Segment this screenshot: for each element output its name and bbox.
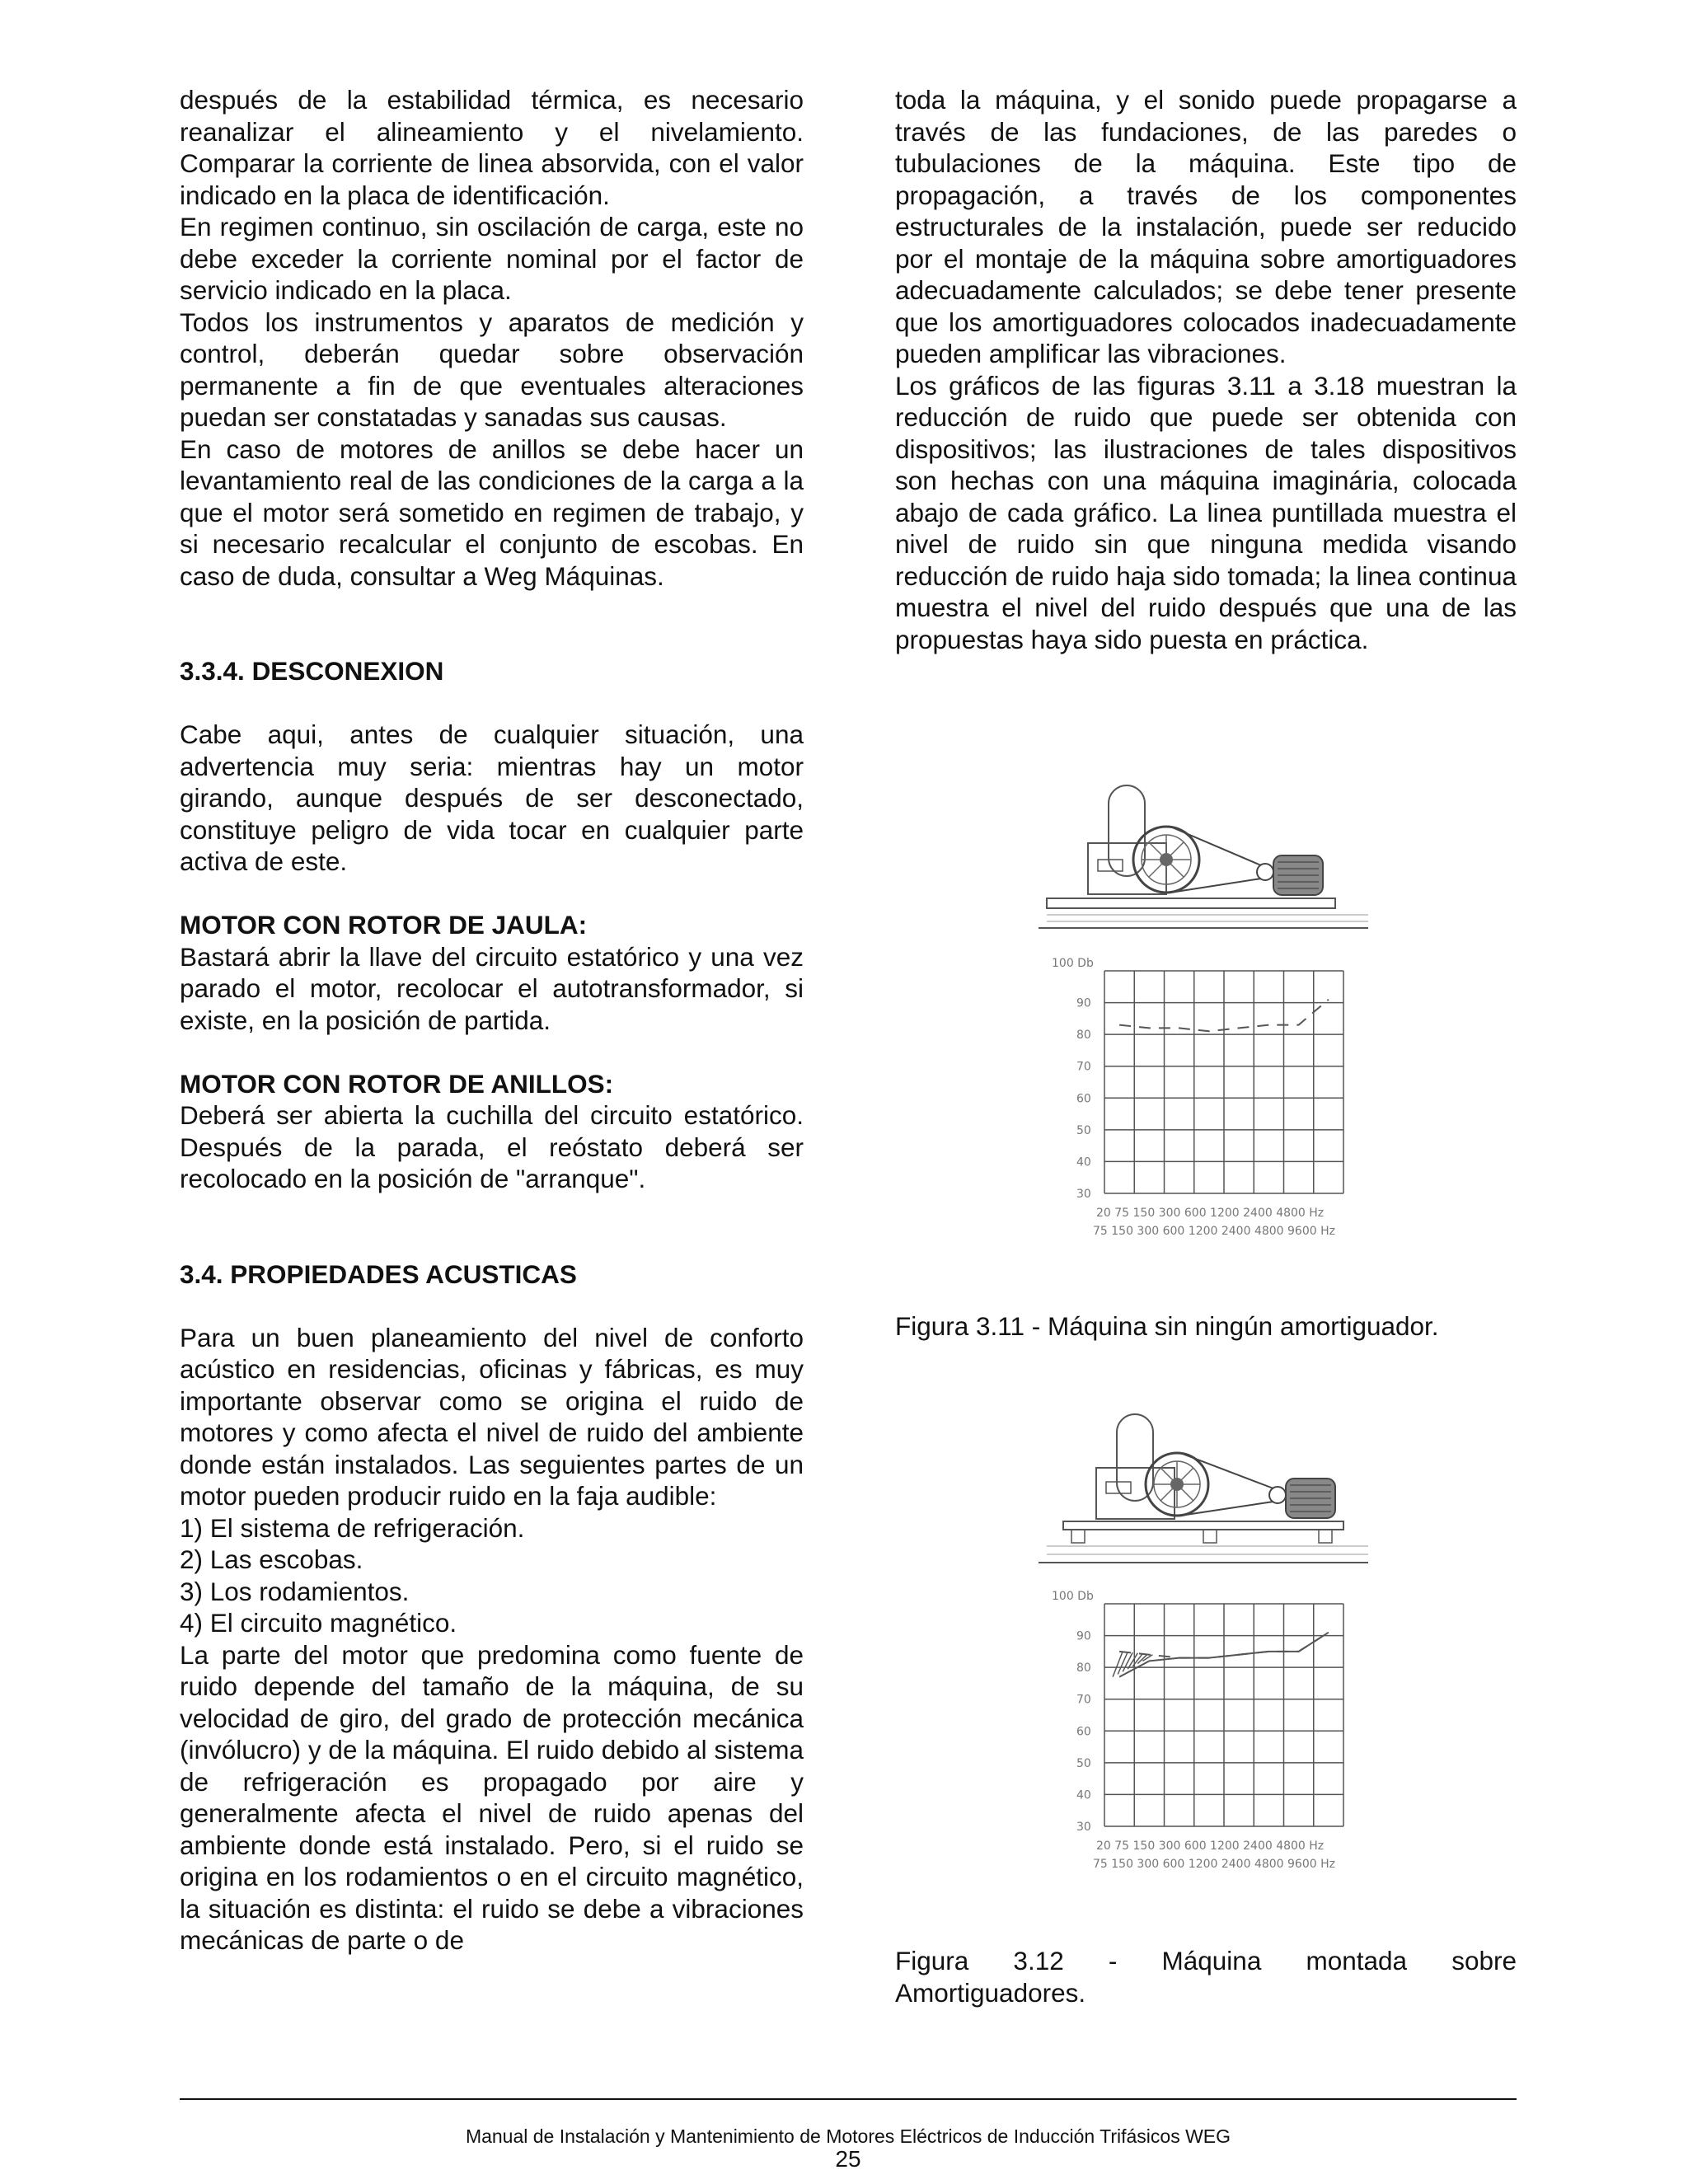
y-tick-label: 90 <box>1076 996 1091 1010</box>
paragraph: Bastará abrir la llave del circuito estatórico y una vez parado el motor, recolocar el autotransformador, si existe, en la posición de partida. <box>180 941 804 1035</box>
figure-3-12 <box>1039 1406 1418 1884</box>
section-heading: 3.3.4. DESCONEXION <box>180 656 444 686</box>
y-tick-label: 50 <box>1076 1123 1091 1137</box>
reduction-hatch <box>1113 1652 1152 1677</box>
list-item: 4) El circuito magnético. <box>180 1608 457 1638</box>
left-column <box>180 84 804 1957</box>
y-unit-label: 100 Db <box>1052 957 1094 970</box>
paragraph: Cabe aqui, antes de cualquier situación, una advertencia muy seria: mientras hay un motor girando, aunque después de ser desconectado, constituye peligro de vida tocar en cualquier parte activa de este. <box>180 719 804 876</box>
paragraph: Los gráficos de las figuras 3.11 a 3.18 muestran la reducción de ruido que puede ser obtenida con dispositivos; las ilustraciones de tales dispositivos son hechas con una máquina imaginária, colocada abajo de cada gráfico. La linea puntillada muestra el nivel de ruido sin que ninguna medida visando reducción de ruido haja sido tomada; la linea continua muestra el nivel del ruido después que una de las propuestas haya sido puesta en práctica. <box>895 370 1517 654</box>
list-item: 2) Las escobas. <box>180 1544 363 1574</box>
x-axis-row1: 20 75 150 300 600 1200 2400 4800 Hz <box>1096 1207 1325 1220</box>
chart-3-12 <box>1039 1406 1418 1884</box>
paragraph: En regimen continuo, sin oscilación de carga, este no debe exceder la corriente nominal por el factor de servicio indicado en la placa. <box>180 212 804 305</box>
y-tick-label: 50 <box>1076 1756 1091 1770</box>
x-axis-row2: 75 150 300 600 1200 2400 4800 9600 Hz <box>1093 1225 1335 1238</box>
paragraph: Para un buen planeamiento del nivel de conforto acústico en residencias, oficinas y fábricas, es muy importante observar como se origina el ruido de motores y como afecta el nivel de ruido del ambiente donde están instalados. Las seguientes partes de un motor pueden producir ruido en la faja audible: <box>180 1322 804 1511</box>
paragraph: La parte del motor que predomina como fuente de ruido depende del tamaño de la máquina, de su velocidad de giro, del grado de protección mecánica (invólucro) y de la máquina. El ruido debido al sistema de refrigeración es propagado por aire y generalmente afecta el nivel de ruido apenas del ambiente donde está instalado. Pero, si el ruido se origina en los rodamientos o en el circuito magnético, la situación es distinta: el ruido se debe a vibraciones mecánicas de parte o de <box>180 1639 804 1955</box>
subsection-heading: MOTOR CON ROTOR DE ANILLOS: <box>180 1068 614 1099</box>
list-item: 3) Los rodamientos. <box>180 1576 410 1606</box>
y-tick-label: 70 <box>1076 1060 1091 1074</box>
section-heading: 3.4. PROPIEDADES ACUSTICAS <box>180 1258 577 1289</box>
y-tick-label: 80 <box>1076 1029 1091 1043</box>
list-item: 1) El sistema de refrigeración. <box>180 1512 525 1543</box>
paragraph: Deberá ser abierta la cuchilla del circuito estatórico. Después de la parada, el reóstato deberá ser recolocado en la posición de "arranque". <box>180 1100 804 1193</box>
y-tick-label: 80 <box>1076 1661 1091 1675</box>
y-tick-label: 40 <box>1076 1155 1091 1169</box>
paragraph: En caso de motores de anillos se debe hacer un levantamiento real de las condiciones de la carga a la que el motor será sometido en regimen de trabajo, y si necesario recalcular el conjunto de escobas. En caso de duda, consultar a Weg Máquinas. <box>180 434 804 591</box>
page-number: 25 <box>835 2146 861 2172</box>
right-column <box>895 84 1517 655</box>
footer-text: Manual de Instalación y Mantenimiento de Motores Eléctricos de Inducción Trifásicos WEG <box>465 2125 1231 2147</box>
figure-caption: Figura 3.12 - Máquina montada sobre Amortiguadores. <box>895 1946 1517 2008</box>
y-tick-label: 70 <box>1076 1693 1091 1707</box>
y-tick-label: 60 <box>1076 1725 1091 1739</box>
figure-caption: Figura 3.11 - Máquina sin ningún amortiguador. <box>895 1311 1439 1341</box>
paragraph: después de la estabilidad térmica, es necesario reanalizar el alineamiento y el nivelamiento. Comparar la corriente de linea absorvida, con el valor indicado en la placa de identificación. <box>180 85 804 210</box>
y-tick-label: 30 <box>1076 1821 1091 1834</box>
x-axis-row1: 20 75 150 300 600 1200 2400 4800 Hz <box>1096 1840 1325 1853</box>
figure-3-11 <box>1039 773 1418 1251</box>
y-tick-label: 90 <box>1076 1629 1091 1643</box>
y-tick-label: 30 <box>1076 1188 1091 1201</box>
paragraph: Todos los instrumentos y aparatos de medición y control, deberán quedar sobre observación permanente a fin de que eventuales alteraciones puedan ser constatadas y sanadas sus causas. <box>180 307 804 432</box>
subsection-heading: MOTOR CON ROTOR DE JAULA: <box>180 910 588 940</box>
paragraph: toda la máquina, y el sonido puede propagarse a través de las fundaciones, de las paredes o tubulaciones de la máquina. Este tipo de propagación, a través de los componentes estructurales de la instalación, puede ser reducido por el montaje de la máquina sobre amortiguadores adecuadamente calculados; se debe tener presente que los amortiguadores colocados inadecuadamente pueden amplificar las vibraciones. <box>895 85 1517 368</box>
footer-divider <box>180 2098 1517 2100</box>
y-unit-label: 100 Db <box>1052 1590 1094 1603</box>
y-tick-label: 40 <box>1076 1788 1091 1802</box>
y-tick-label: 60 <box>1076 1092 1091 1106</box>
x-axis-row2: 75 150 300 600 1200 2400 4800 9600 Hz <box>1093 1858 1335 1871</box>
chart-3-11 <box>1039 773 1418 1251</box>
